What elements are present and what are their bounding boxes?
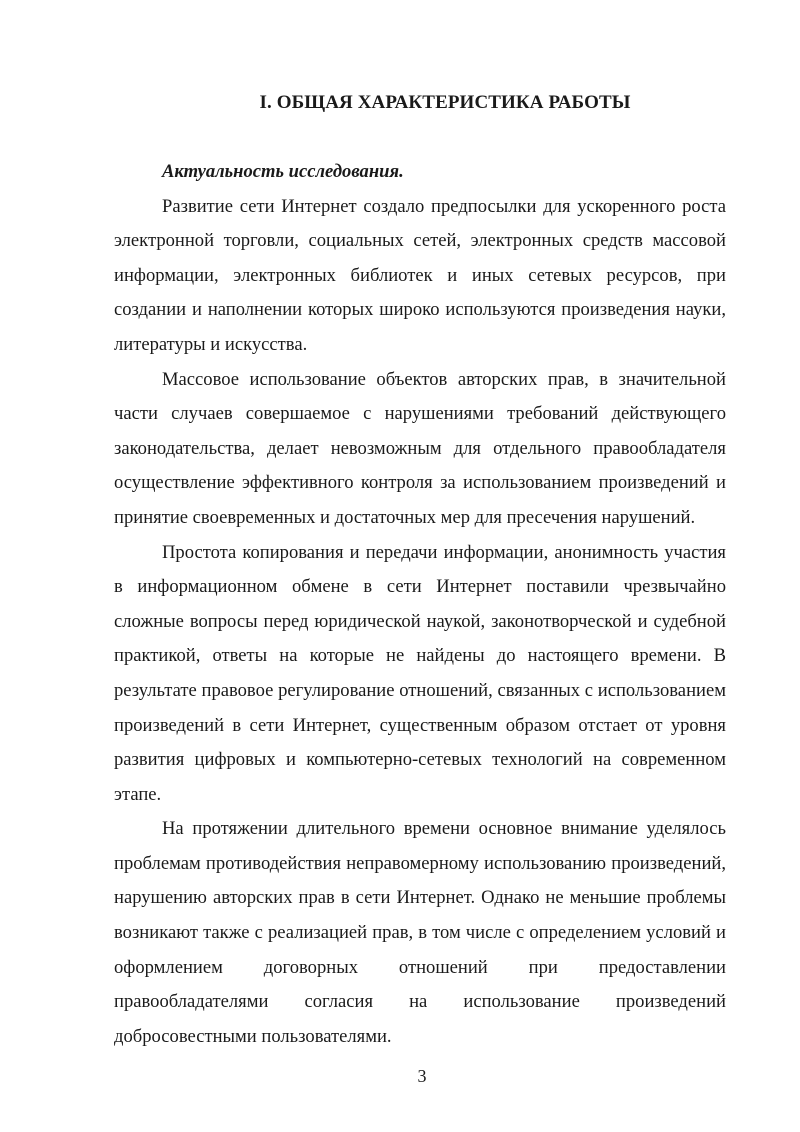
paragraph: На протяжении длительного времени основное внимание уделялось проблемам противодействия неправомерному использованию произведений, нарушению авторских прав в сети Интернет. Однако не меньшие проблемы возникают также с реализацией прав, в том числе с определением условий и оформлением договорных отношений при предоставлении правообладателями согласия на использование произведений добросовестными пользователями. (114, 818, 726, 1047)
subheading: Актуальность исследования. (162, 161, 404, 182)
paragraph: Простота копирования и передачи информации, анонимность участия в информационном обмене в сети Интернет поставили чрезвычайно сложные вопросы перед юридической наукой, законотворческой и судебной практикой, ответы на которые не найдены до настоящего времени. В результате правовое регулирование отношений, связанных с использованием произведений в сети Интернет, существенным образом отстает от уровня развития цифровых и компьютерно-сетевых технологий на современном этапе. (114, 541, 726, 805)
body-text (114, 155, 726, 1054)
section-heading: I. ОБЩАЯ ХАРАКТЕРИСТИКА РАБОТЫ (259, 92, 631, 113)
page-number: 3 (417, 1066, 427, 1086)
paragraph: Развитие сети Интернет создало предпосылки для ускоренного роста электронной торговли, социальных сетей, электронных средств массовой информации, электронных библиотек и иных сетевых ресурсов, при создании и наполнении которых широко используются произведения науки, литературы и искусства. (114, 195, 726, 355)
paragraph: Массовое использование объектов авторских прав, в значительной части случаев совершаемое с нарушениями требований действующего законодательства, делает невозможным для отдельного правообладателя осуществление эффективного контроля за использованием произведений и принятие своевременных и достаточных мер для пресечения нарушений. (114, 368, 726, 528)
